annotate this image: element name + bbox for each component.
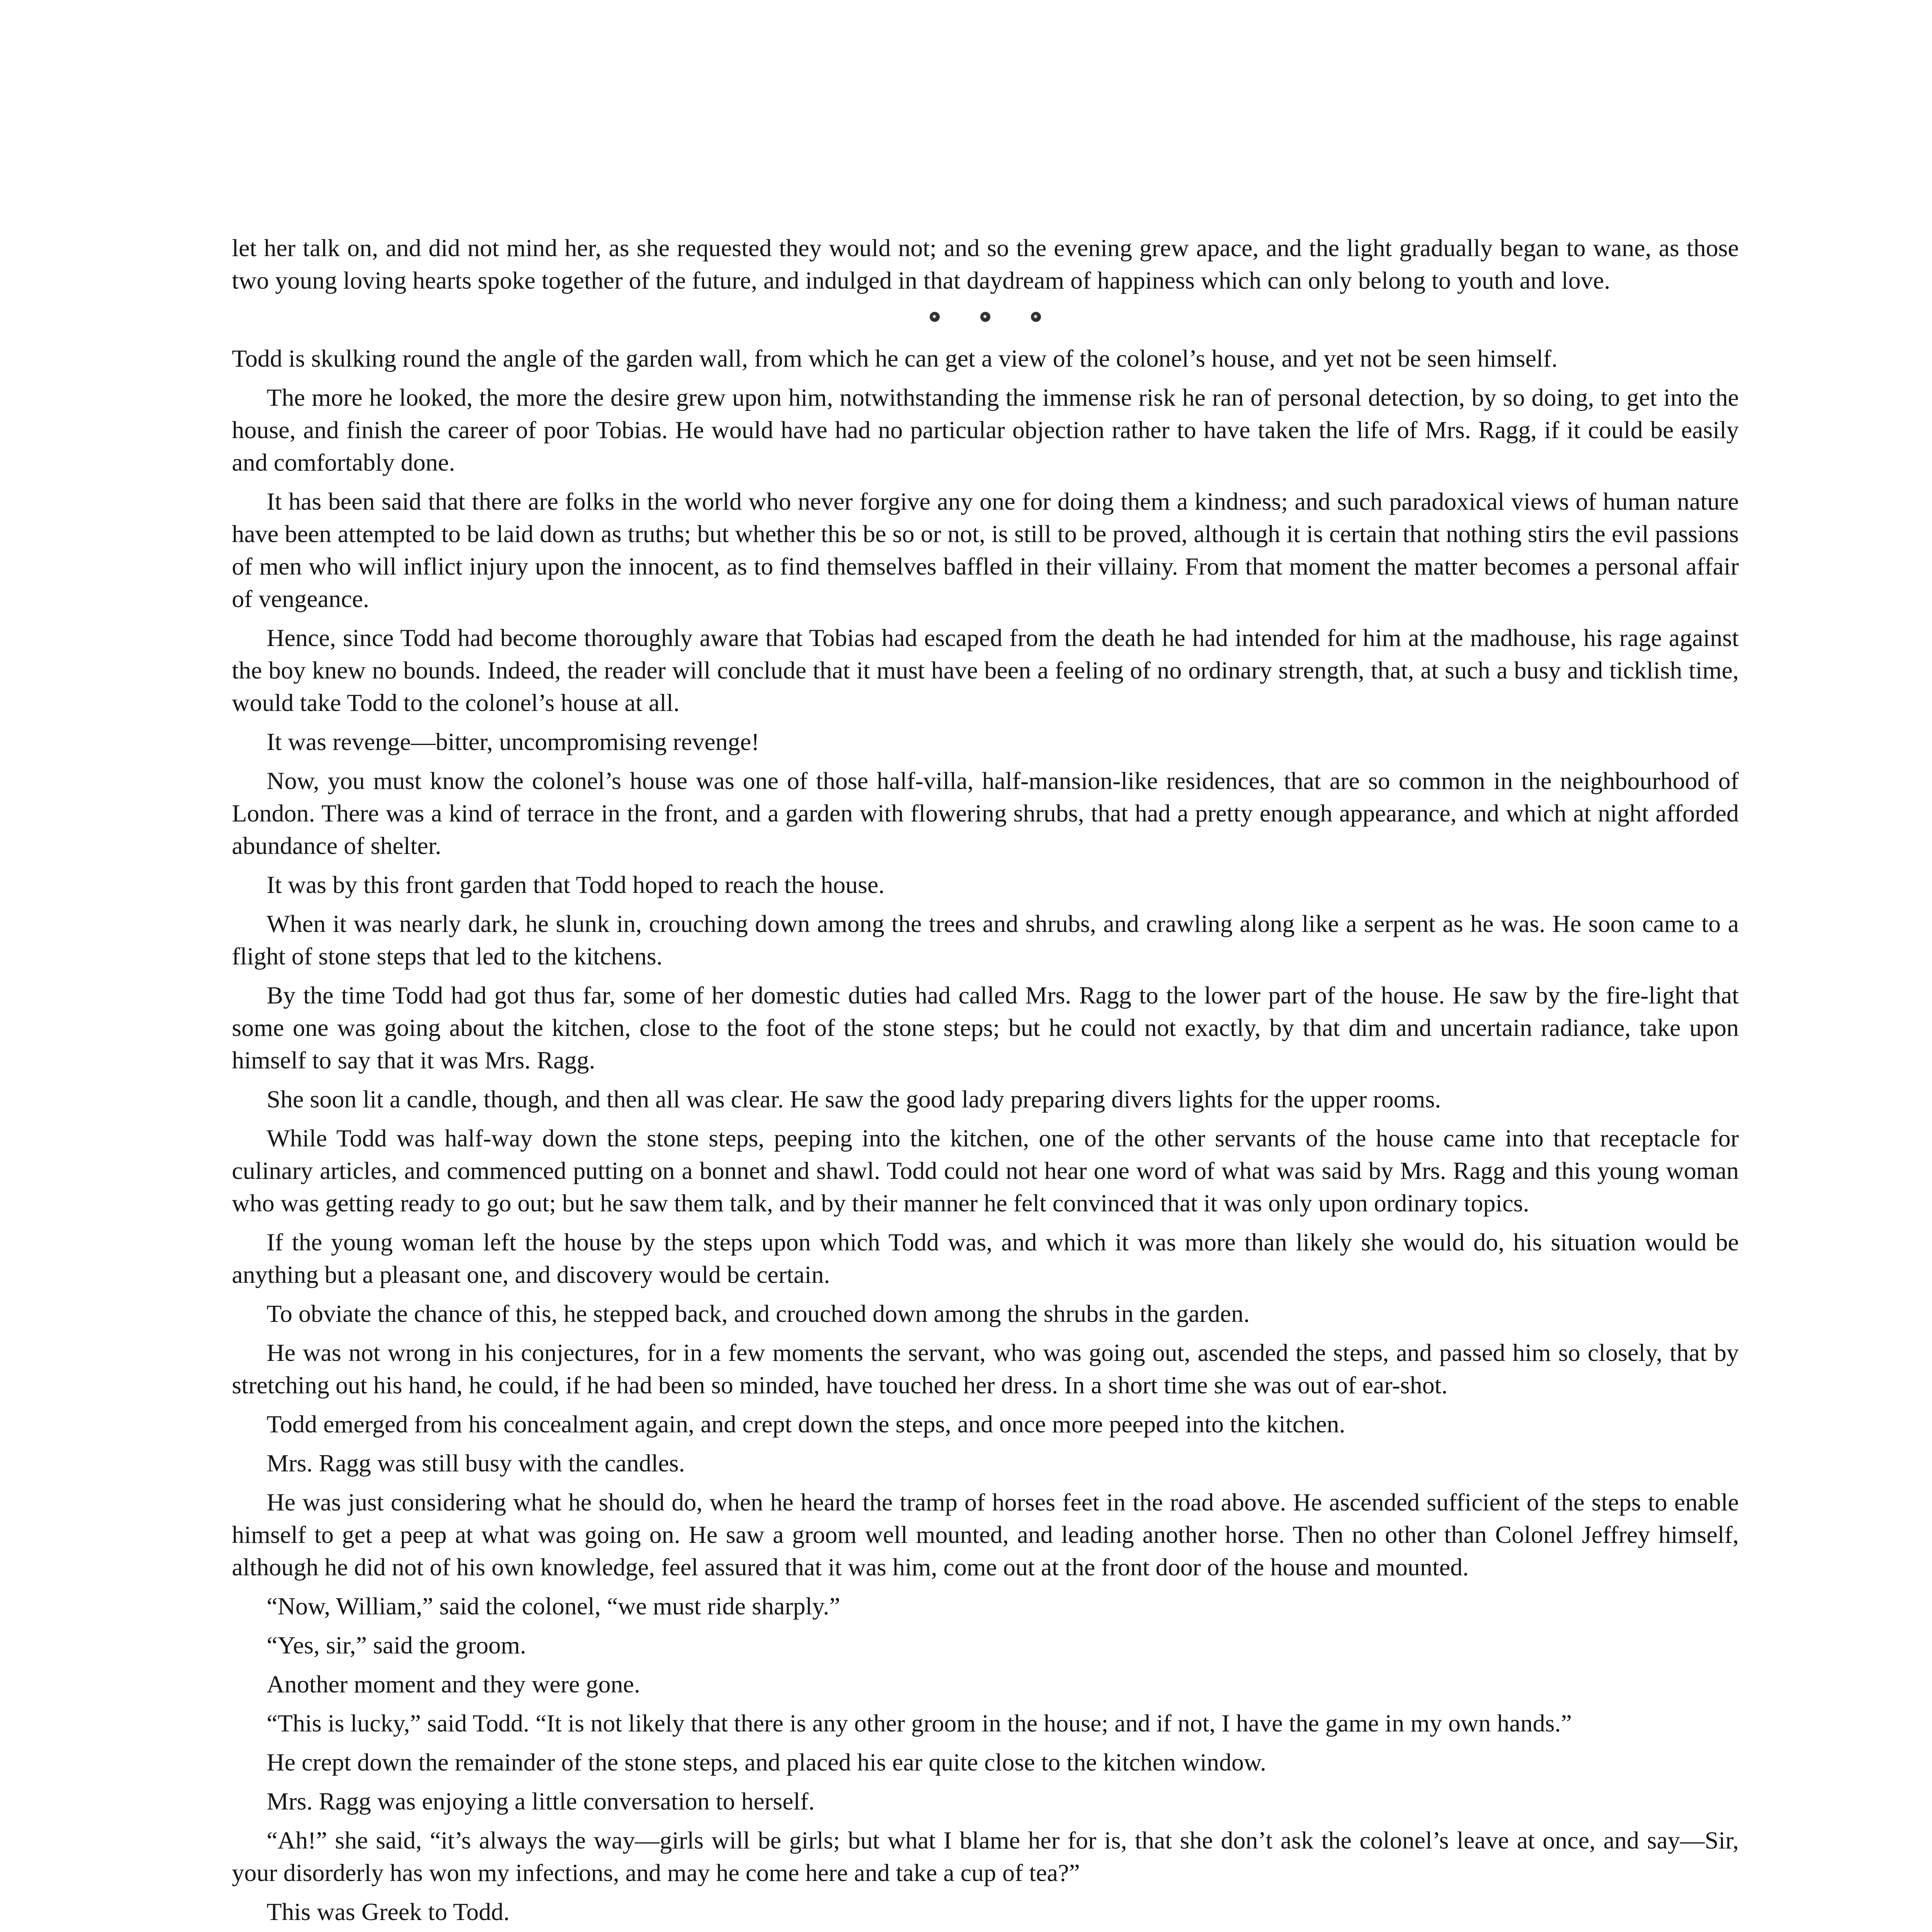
circle-dot-icon xyxy=(930,312,940,322)
paragraph: He was just considering what he should do, when he heard the tramp of horses feet in the road above. He ascended sufficient of the steps to enable himself to get a peep at what was going on. He saw a groom well mounted, and leading another horse. Then no other than Colonel Jeffrey himself, although he did not of his own knowledge, feel assured that it was him, come out at the front door of the house and mounted. xyxy=(232,1488,1739,1581)
paragraph: Another moment and they were gone. xyxy=(267,1670,640,1698)
paragraph: This was Greek to Todd. xyxy=(267,1898,510,1925)
paragraph: The more he looked, the more the desire grew upon him, notwithstanding the immense risk he ran of personal detection, by so doing, to get into the house, and finish the career of poor Tobias. He would have had no particular objection rather to have taken the life of Mrs. Ragg, if it could be easily and comfortably done. xyxy=(232,384,1739,476)
paragraph: Todd emerged from his concealment again, and crept down the steps, and once more peeped into the kitchen. xyxy=(267,1410,1345,1438)
paragraph: Todd is skulking round the angle of the garden wall, from which he can get a view of the colonel’s house, and yet not be seen himself. xyxy=(232,345,1558,372)
paragraph: “This is lucky,” said Todd. “It is not likely that there is any other groom in the house; and if not, I have the game in my own hands.” xyxy=(267,1709,1572,1737)
paragraph: She soon lit a candle, though, and then all was clear. He saw the good lady preparing divers lights for the upper rooms. xyxy=(267,1085,1441,1113)
paragraph: Now, you must know the colonel’s house was one of those half-villa, half-mansion-like residences, that are so common in the neighbourhood of London. There was a kind of terrace in the front, and a garden with flowering shrubs, that had a pretty enough appearance, and which at night afforded abundance of shelter. xyxy=(232,767,1739,859)
paragraph: It has been said that there are folks in the world who never forgive any one for doing them a kindness; and such paradoxical views of human nature have been attempted to be laid down as truths; but whether this be so or not, is still to be proved, although it is certain that nothing stirs the evil passions of men who will inflict injury upon the innocent, as to find themselves baffled in their villainy. From that moment the matter becomes a personal affair of vengeance. xyxy=(232,488,1739,612)
paragraph: He was not wrong in his conjectures, for in a few moments the servant, who was going out, ascended the steps, and passed him so closely, that by stretching out his hand, he could, if he had been so minded, have touched her dress. In a short time she was out of ear-shot. xyxy=(232,1339,1739,1399)
paragraph: Mrs. Ragg was still busy with the candles. xyxy=(267,1449,685,1477)
paragraph: Mrs. Ragg was enjoying a little conversation to herself. xyxy=(267,1787,815,1815)
paragraph: To obviate the chance of this, he stepped back, and crouched down among the shrubs in the garden. xyxy=(267,1300,1250,1327)
circle-dot-icon xyxy=(980,312,990,322)
paragraph: While Todd was half-way down the stone steps, peeping into the kitchen, one of the other servants of the house came into that receptacle for culinary articles, and commenced putting on a bonnet and shawl. Todd could not hear one word of what was said by Mrs. Ragg and this young woman who was getting ready to go out; but he saw them talk, and by their manner he felt convinced that it was only upon ordinary topics. xyxy=(232,1124,1739,1217)
paragraph: It was revenge—bitter, uncompromising revenge! xyxy=(267,728,760,755)
paragraph: Hence, since Todd had become thoroughly aware that Tobias had escaped from the death he had intended for him at the madhouse, his rage against the boy knew no bounds. Indeed, the reader will conclude that it must have been a feeling of no ordinary strength, that, at such a busy and ticklish time, would take Todd to the colonel’s house at all. xyxy=(232,624,1739,716)
paragraph-continued: let her talk on, and did not mind her, as she requested they would not; and so the evening grew apace, and the light gradually began to wane, as those two young loving hearts spoke together of the future, and indulged in that daydream of happiness which can only belong to youth and love. xyxy=(232,234,1739,294)
paragraph: It was by this front garden that Todd hoped to reach the house. xyxy=(267,871,885,898)
section-break xyxy=(232,303,1739,330)
paragraph: By the time Todd had got thus far, some of her domestic duties had called Mrs. Ragg to the lower part of the house. He saw by the fire-light that some one was going about the kitchen, close to the foot of the stone steps; but he could not exactly, by that dim and uncertain radiance, take upon himself to say that it was Mrs. Ragg. xyxy=(232,981,1739,1074)
paragraph: “Yes, sir,” said the groom. xyxy=(267,1631,526,1659)
circle-dot-icon xyxy=(1031,312,1041,322)
paragraph: “Now, William,” said the colonel, “we must ride sharply.” xyxy=(267,1592,840,1620)
paragraph: “Ah!” she said, “it’s always the way—girls will be girls; but what I blame her for is, that she don’t ask the colonel’s leave at once, and say—Sir, your disorderly has won my infections, and may he come here and take a cup of tea?” xyxy=(232,1827,1739,1886)
paragraph: He crept down the remainder of the stone steps, and placed his ear quite close to the kitchen window. xyxy=(267,1748,1267,1776)
page-body xyxy=(232,232,1739,1932)
paragraph: When it was nearly dark, he slunk in, crouching down among the trees and shrubs, and crawling along like a serpent as he was. He soon came to a flight of stone steps that led to the kitchens. xyxy=(232,910,1739,970)
paragraph: If the young woman left the house by the steps upon which Todd was, and which it was more than likely she would do, his situation would be anything but a pleasant one, and discovery would be certain. xyxy=(232,1228,1739,1288)
